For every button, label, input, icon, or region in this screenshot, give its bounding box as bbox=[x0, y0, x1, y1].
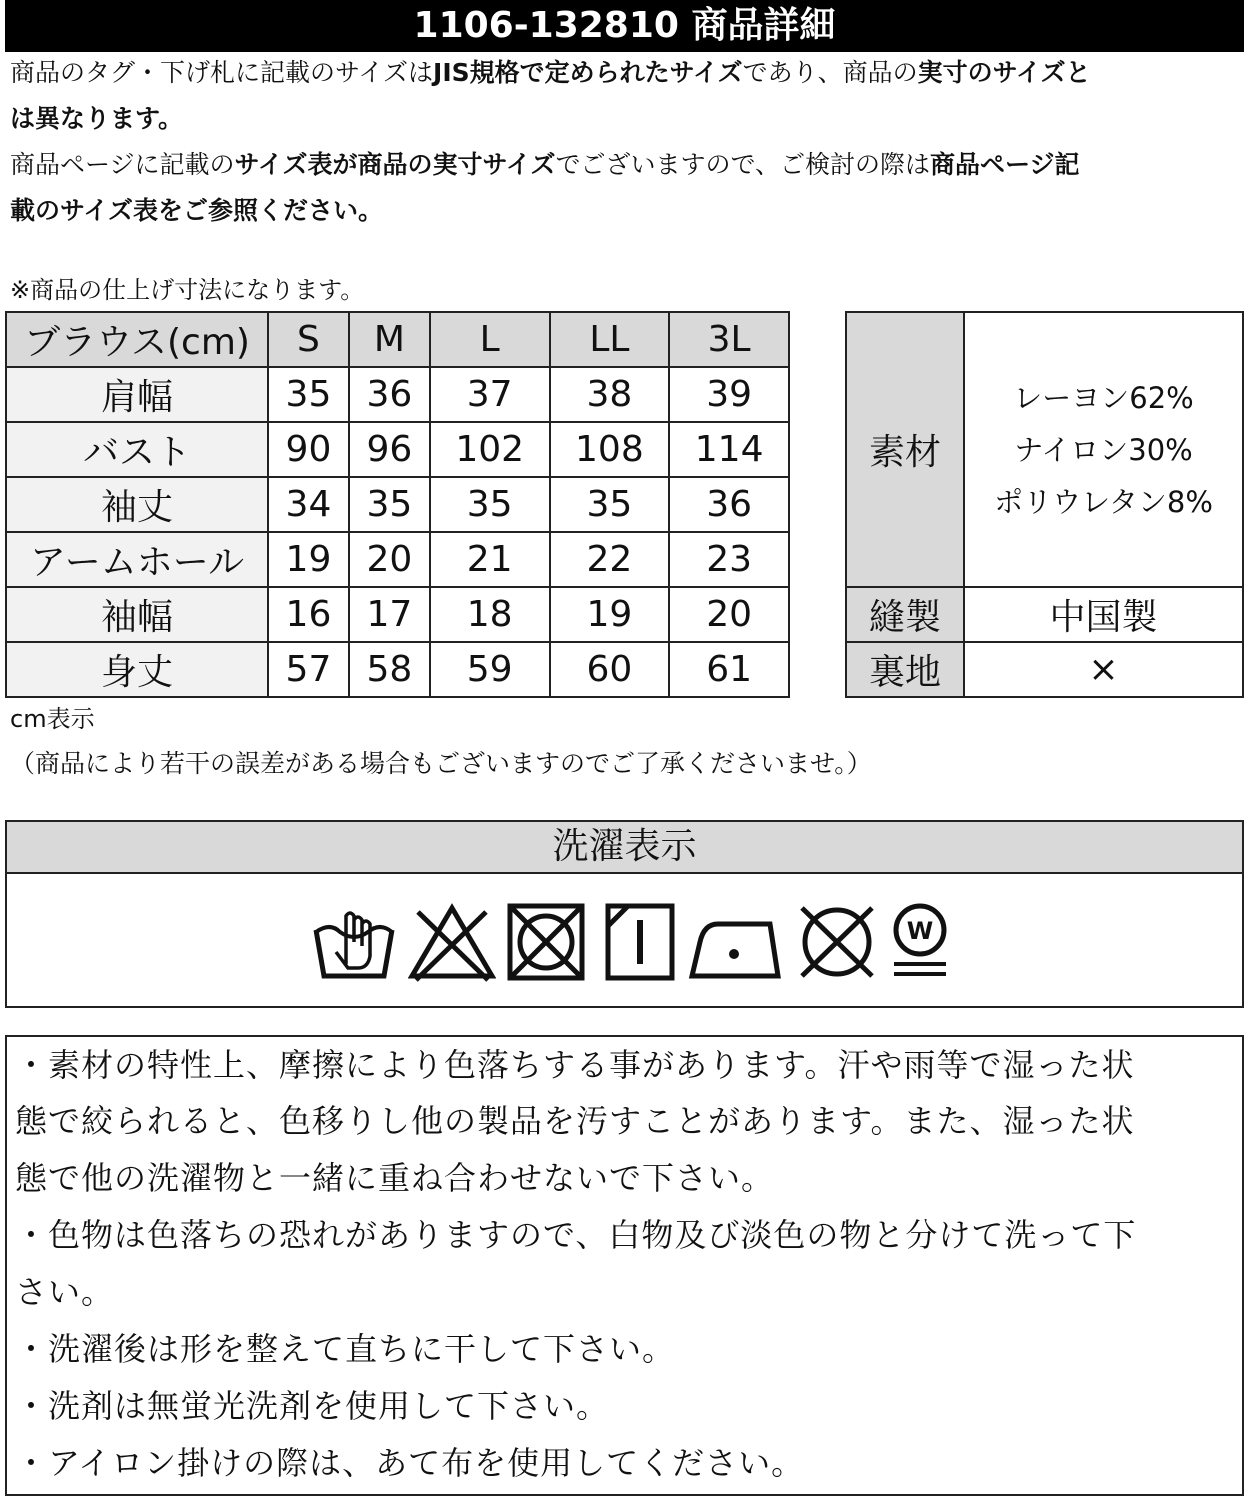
size-value-cell: 34 bbox=[268, 477, 349, 532]
size-table-corner: ブラウス(cm) bbox=[6, 312, 268, 367]
care-note-line: ・アイロン掛けの際は、あて布を使用してください。 bbox=[15, 1444, 805, 1482]
notice-text: 商品のタグ・下げ札に記載のサイズは bbox=[10, 58, 434, 87]
sewing-row bbox=[846, 587, 1243, 642]
size-value-cell: 60 bbox=[550, 642, 670, 697]
material-value bbox=[964, 312, 1243, 587]
table-row bbox=[6, 532, 789, 587]
no-dry-clean-icon bbox=[794, 902, 880, 982]
size-value-cell: 39 bbox=[669, 367, 789, 422]
table-row bbox=[6, 367, 789, 422]
size-header-cell: M bbox=[349, 312, 430, 367]
notice-emphasis: 商品ページ記 bbox=[930, 150, 1080, 179]
hand-wash-icon bbox=[310, 902, 398, 982]
size-value-cell: 35 bbox=[268, 367, 349, 422]
care-label-section bbox=[5, 820, 1244, 1008]
material-label: 素材 bbox=[846, 312, 964, 587]
row-label: 肩幅 bbox=[6, 367, 268, 422]
size-value-cell: 59 bbox=[430, 642, 550, 697]
size-header-cell: 3L bbox=[669, 312, 789, 367]
size-table bbox=[5, 311, 790, 698]
finish-dimension-note: ※商品の仕上げ寸法になります。 bbox=[10, 276, 365, 304]
size-value-cell: 35 bbox=[550, 477, 670, 532]
notice-text: であり、商品の bbox=[742, 58, 918, 87]
row-label: 身丈 bbox=[6, 642, 268, 697]
row-label: 袖幅 bbox=[6, 587, 268, 642]
notice-emphasis: サイズ表が商品の実寸サイズ bbox=[234, 150, 556, 179]
care-notes-box bbox=[5, 1035, 1244, 1496]
material-line: ポリウレタン8% bbox=[994, 484, 1213, 519]
size-notice-paragraph-2 bbox=[10, 142, 1240, 234]
sewing-value: 中国製 bbox=[964, 587, 1243, 642]
care-note-line: 態で他の洗濯物と一緒に重ね合わせないで下さい。 bbox=[15, 1159, 775, 1197]
lining-row bbox=[846, 642, 1243, 697]
size-header-cell: S bbox=[268, 312, 349, 367]
size-value-cell: 20 bbox=[669, 587, 789, 642]
care-note-line: ・素材の特性上、摩擦により色落ちする事があります。汗や雨等で湿った状 bbox=[15, 1046, 1135, 1084]
low-iron-icon bbox=[688, 902, 784, 982]
size-value-cell: 35 bbox=[430, 477, 550, 532]
size-value-cell: 35 bbox=[349, 477, 430, 532]
size-value-cell: 90 bbox=[268, 422, 349, 477]
size-header-cell: LL bbox=[550, 312, 670, 367]
care-note-line: さい。 bbox=[15, 1273, 115, 1311]
size-value-cell: 19 bbox=[268, 532, 349, 587]
material-row bbox=[846, 312, 1243, 587]
size-value-cell: 108 bbox=[550, 422, 670, 477]
size-value-cell: 36 bbox=[669, 477, 789, 532]
size-value-cell: 96 bbox=[349, 422, 430, 477]
size-value-cell: 36 bbox=[349, 367, 430, 422]
care-icon-row bbox=[310, 902, 950, 992]
tolerance-note: （商品により若干の誤差がある場合もございますのでご了承くださいませ。） bbox=[10, 749, 872, 778]
care-note-line: ・洗剤は無蛍光洗剤を使用して下さい。 bbox=[15, 1387, 610, 1425]
page-title: 1106-132810 商品詳細 bbox=[5, 0, 1244, 52]
size-header-cell: L bbox=[430, 312, 550, 367]
row-label: 袖丈 bbox=[6, 477, 268, 532]
notice-emphasis: は異なります。 bbox=[10, 104, 184, 133]
no-bleach-icon bbox=[408, 902, 496, 982]
material-line: ナイロン30% bbox=[1014, 432, 1193, 467]
size-notice-paragraph-1 bbox=[10, 50, 1240, 142]
size-value-cell: 61 bbox=[669, 642, 789, 697]
no-tumble-dry-icon bbox=[506, 902, 586, 982]
size-value-cell: 57 bbox=[268, 642, 349, 697]
row-label: バスト bbox=[6, 422, 268, 477]
lining-label: 裏地 bbox=[846, 642, 964, 697]
care-note-line: ・洗濯後は形を整えて直ちに干して下さい。 bbox=[15, 1330, 676, 1368]
care-note-line: 態で絞られると、色移りし他の製品を汚すことがあります。また、湿った状 bbox=[15, 1102, 1135, 1140]
sewing-label: 縫製 bbox=[846, 587, 964, 642]
drip-dry-shade-icon bbox=[604, 902, 676, 982]
size-value-cell: 22 bbox=[550, 532, 670, 587]
size-value-cell: 17 bbox=[349, 587, 430, 642]
size-value-cell: 114 bbox=[669, 422, 789, 477]
size-value-cell: 20 bbox=[349, 532, 430, 587]
size-value-cell: 18 bbox=[430, 587, 550, 642]
table-row bbox=[6, 422, 789, 477]
size-value-cell: 16 bbox=[268, 587, 349, 642]
table-row bbox=[6, 587, 789, 642]
notice-emphasis: 実寸のサイズと bbox=[917, 58, 1091, 87]
care-note-line: ・色物は色落ちの恐れがありますので、白物及び淡色の物と分けて洗って下 bbox=[15, 1216, 1137, 1254]
row-label: アームホール bbox=[6, 532, 268, 587]
lining-value: × bbox=[964, 642, 1243, 697]
size-value-cell: 21 bbox=[430, 532, 550, 587]
unit-note: cm表示 bbox=[10, 705, 95, 733]
material-line: レーヨン62% bbox=[1013, 380, 1194, 415]
size-value-cell: 38 bbox=[550, 367, 670, 422]
size-value-cell: 58 bbox=[349, 642, 430, 697]
size-header-row bbox=[6, 312, 789, 367]
care-heading: 洗濯表示 bbox=[7, 822, 1242, 874]
material-table bbox=[845, 311, 1244, 698]
notice-emphasis: JIS規格で定められたサイズ bbox=[433, 58, 743, 87]
notice-emphasis: 載のサイズ表をご参照ください。 bbox=[10, 196, 384, 225]
svg-text:W: W bbox=[906, 917, 934, 945]
table-row bbox=[6, 477, 789, 532]
table-row bbox=[6, 642, 789, 697]
size-value-cell: 19 bbox=[550, 587, 670, 642]
wet-clean-gentle-icon bbox=[890, 902, 950, 984]
size-value-cell: 102 bbox=[430, 422, 550, 477]
size-value-cell: 23 bbox=[669, 532, 789, 587]
size-value-cell: 37 bbox=[430, 367, 550, 422]
notice-text: でございますので、ご検討の際は bbox=[555, 150, 931, 179]
notice-text: 商品ページに記載の bbox=[10, 150, 235, 179]
